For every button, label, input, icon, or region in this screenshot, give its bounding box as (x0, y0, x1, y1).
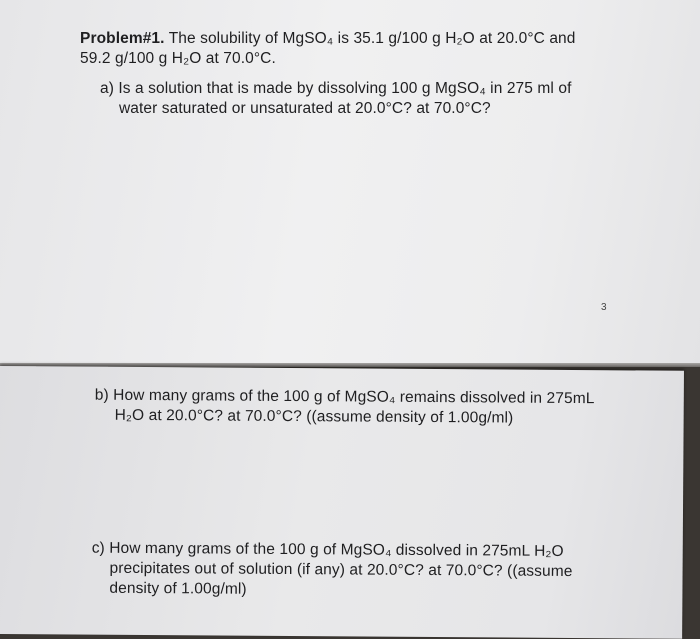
page-number: 3 (601, 302, 607, 313)
problem-text-1: The solubility of MgSO₄ is 35.1 g/100 g H₂O at 20.0°C and (164, 30, 576, 47)
part-a-line-2: water saturated or unsaturated at 20.0°C? at 70.0°C? (119, 100, 491, 117)
problem-statement-line-1 (80, 30, 575, 48)
part-b-line-2: H₂O at 20.0°C? at 70.0°C? ((assume density of 1.00g/ml) (114, 406, 514, 427)
worksheet-page-bottom (0, 366, 684, 639)
part-c-line-2: precipitates out of solution (if any) at 20.0°C? at 70.0°C? ((assume (109, 559, 573, 581)
problem-heading: Problem#1. (80, 30, 165, 47)
part-a-line-1: a) Is a solution that is made by dissolving 100 g MgSO₄ in 275 ml of (100, 80, 572, 97)
part-c-line-3: density of 1.00g/ml) (109, 579, 247, 598)
problem-statement-line-2: 59.2 g/100 g H₂O at 70.0°C. (80, 50, 276, 67)
part-b-line-1: b) How many grams of the 100 g of MgSO₄ remains dissolved in 275mL (94, 386, 595, 408)
part-c-line-1: c) How many grams of the 100 g of MgSO₄ dissolved in 275mL H₂O (91, 539, 564, 560)
